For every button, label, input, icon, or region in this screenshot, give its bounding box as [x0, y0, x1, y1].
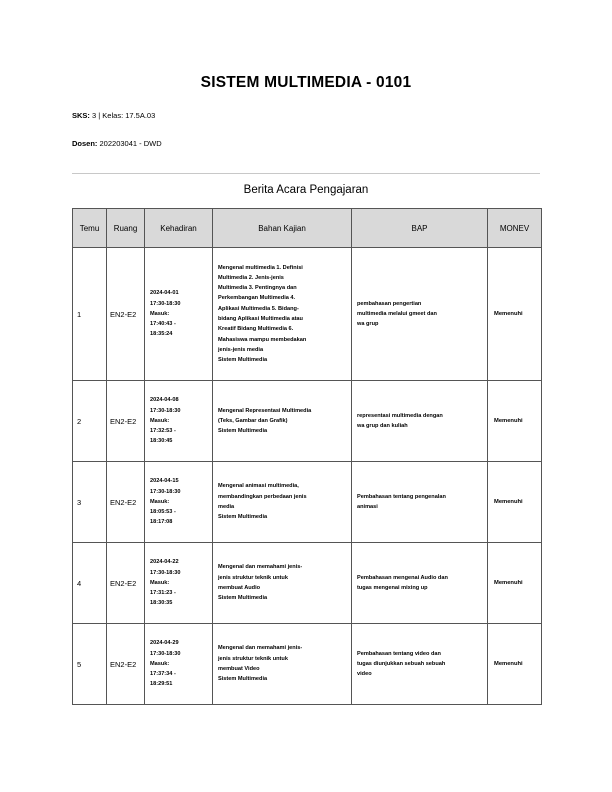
cell-bahan-kajian-line: media: [218, 504, 235, 510]
bap-table: [72, 208, 542, 705]
cell-kehadiran: [145, 381, 213, 462]
cell-bahan-kajian-line: Kreatif Bidang Multimedia 6.: [218, 326, 294, 333]
cell-kehadiran-line: 2024-04-29: [150, 640, 179, 647]
cell-bap-line: tugas mengenai mixing up: [357, 585, 428, 591]
cell-bap: [352, 462, 488, 543]
dosen-value: 202203041 - DWD: [99, 139, 162, 148]
cell-bahan-kajian: [213, 543, 352, 624]
header-bahan-kajian: Bahan Kajian: [213, 209, 352, 248]
sks-kelas-value: 3 | Kelas: 17.5A.03: [92, 111, 156, 120]
cell-temu: 1: [73, 248, 107, 381]
cell-kehadiran-line: 2024-04-08: [150, 397, 179, 404]
cell-monev: Memenuhi: [488, 624, 542, 705]
cell-kehadiran-line: 18:17:08: [150, 519, 173, 526]
cell-kehadiran-line: 2024-04-15: [150, 478, 179, 485]
cell-temu: 2: [73, 381, 107, 462]
header-kehadiran: Kehadiran: [145, 209, 213, 248]
divider: [72, 173, 540, 174]
cell-ruang: EN2-E2: [107, 462, 145, 543]
cell-kehadiran-line: 17:30-18:30: [150, 650, 181, 657]
cell-bahan-kajian-line: Multimedia 3. Pentingnya dan: [218, 285, 297, 292]
cell-ruang: EN2-E2: [107, 381, 145, 462]
table-header-row: [73, 209, 542, 248]
cell-bahan-kajian: [213, 381, 352, 462]
cell-bahan-kajian-line: Mahasiswa mampu membedakan: [218, 336, 307, 343]
cell-kehadiran-line: 17:37:34 -: [150, 671, 176, 678]
cell-kehadiran-line: 18:29:51: [150, 681, 173, 688]
cell-bap-line: pembahasan pengertian: [357, 300, 422, 307]
cell-bahan-kajian-line: jenis struktur teknik untuk: [218, 655, 288, 662]
cell-temu: 5: [73, 624, 107, 705]
cell-bahan-kajian-line: Sistem Multimedia: [218, 428, 268, 435]
cell-temu: 4: [73, 543, 107, 624]
page-title: SISTEM MULTIMEDIA - 0101: [200, 74, 412, 91]
cell-bahan-kajian-line: Sistem Multimedia: [218, 676, 268, 683]
cell-bap: [352, 543, 488, 624]
cell-bahan-kajian-line: Mengenal animasi multimedia,: [218, 483, 299, 490]
cell-bahan-kajian-line: jenis-jenis media: [218, 346, 264, 353]
cell-bahan-kajian: [213, 462, 352, 543]
cell-ruang: EN2-E2: [107, 624, 145, 705]
cell-bahan-kajian-line: Sistem Multimedia: [218, 595, 268, 602]
cell-kehadiran-line: 17:30-18:30: [150, 407, 181, 414]
cell-bap: [352, 624, 488, 705]
cell-ruang: EN2-E2: [107, 248, 145, 381]
cell-bahan-kajian-line: membuat Video: [218, 666, 260, 672]
cell-bahan-kajian-line: jenis struktur teknik untuk: [218, 574, 288, 581]
cell-bap-line: wa grup dan kuliah: [357, 423, 408, 429]
cell-kehadiran-line: Masuk:: [150, 660, 170, 667]
cell-bap-line: wa grup: [357, 321, 379, 328]
cell-bahan-kajian: [213, 248, 352, 381]
cell-bahan-kajian-line: Mengenal Representasi Multimedia: [218, 407, 312, 414]
cell-bap-line: Pembahasan tentang video dan: [357, 650, 441, 657]
table-row: [73, 543, 542, 624]
cell-kehadiran-line: Masuk:: [150, 310, 170, 317]
cell-kehadiran-line: 2024-04-01: [150, 290, 179, 297]
cell-kehadiran-line: 2024-04-22: [150, 559, 179, 566]
cell-kehadiran-line: 18:30:35: [150, 600, 173, 607]
cell-bahan-kajian-line: Sistem Multimedia: [218, 357, 268, 364]
cell-bahan-kajian-line: Perkembangan Multimedia 4.: [218, 295, 296, 302]
table-row: [73, 248, 542, 381]
cell-bap: [352, 248, 488, 381]
cell-bap-line: Pembahasan tentang pengenalan: [357, 493, 446, 500]
cell-monev: Memenuhi: [488, 248, 542, 381]
cell-kehadiran-line: 18:35:24: [150, 331, 173, 338]
cell-bap: [352, 381, 488, 462]
cell-kehadiran-line: 17:30-18:30: [150, 569, 181, 576]
header-ruang: Ruang: [107, 209, 145, 248]
cell-kehadiran-line: 17:31:23 -: [150, 590, 176, 597]
cell-bahan-kajian-line: Sistem Multimedia: [218, 514, 268, 521]
dosen-label: Dosen:: [72, 139, 98, 148]
cell-bap-line: Pembahasan mengenai Audio dan: [357, 574, 448, 581]
cell-kehadiran-line: Masuk:: [150, 498, 170, 505]
cell-ruang: EN2-E2: [107, 543, 145, 624]
cell-bap-line: animasi: [357, 504, 378, 510]
table-row: [73, 624, 542, 705]
cell-monev: Memenuhi: [488, 462, 542, 543]
cell-bahan-kajian-line: Mengenal dan memahami jenis-: [218, 564, 303, 571]
cell-bahan-kajian-line: Mengenal dan memahami jenis-: [218, 645, 303, 652]
cell-bap-line: representasi multimedia dengan: [357, 412, 443, 419]
section-title: Berita Acara Pengajaran: [243, 184, 369, 196]
cell-bahan-kajian: [213, 624, 352, 705]
cell-kehadiran: [145, 543, 213, 624]
cell-kehadiran-line: 18:05:53 -: [150, 509, 176, 516]
cell-kehadiran-line: 17:30-18:30: [150, 300, 181, 307]
cell-bap-line: multimedia melalui gmeet dan: [357, 310, 437, 317]
table-row: [73, 381, 542, 462]
header-temu: Temu: [73, 209, 107, 248]
cell-kehadiran: [145, 624, 213, 705]
cell-bahan-kajian-line: Mengenal multimedia 1. Definisi: [218, 264, 303, 271]
cell-bahan-kajian-line: membandingkan perbedaan jenis: [218, 493, 307, 500]
cell-kehadiran-line: Masuk:: [150, 579, 170, 586]
cell-bahan-kajian-line: membuat Audio: [218, 585, 261, 591]
cell-temu: 3: [73, 462, 107, 543]
cell-kehadiran-line: 17:40:43 -: [150, 321, 176, 328]
header-bap: BAP: [352, 209, 488, 248]
header-monev: MONEV: [488, 209, 542, 248]
cell-kehadiran-line: 17:32:53 -: [150, 428, 176, 435]
dosen-line: [72, 139, 162, 148]
cell-bap-line: video: [357, 671, 372, 678]
table-row: [73, 462, 542, 543]
cell-kehadiran: [145, 462, 213, 543]
sks-label: SKS:: [72, 111, 90, 120]
cell-kehadiran-line: Masuk:: [150, 417, 170, 424]
cell-bap-line: tugas diunjukkan sebuah sebuah: [357, 660, 446, 667]
cell-bahan-kajian-line: Aplikasi Multimedia 5. Bidang-: [218, 305, 299, 312]
cell-kehadiran-line: 17:30-18:30: [150, 488, 181, 495]
cell-monev: Memenuhi: [488, 381, 542, 462]
cell-bahan-kajian-line: bidang Aplikasi Multimedia atau: [218, 316, 303, 322]
cell-kehadiran-line: 18:30:45: [150, 438, 173, 445]
table-body: [73, 248, 542, 705]
cell-kehadiran: [145, 248, 213, 381]
sks-kelas-line: [72, 111, 155, 120]
cell-bahan-kajian-line: Multimedia 2. Jenis-jenis: [218, 274, 284, 281]
cell-bahan-kajian-line: (Teks, Gambar dan Grafik): [218, 417, 288, 424]
cell-monev: Memenuhi: [488, 543, 542, 624]
